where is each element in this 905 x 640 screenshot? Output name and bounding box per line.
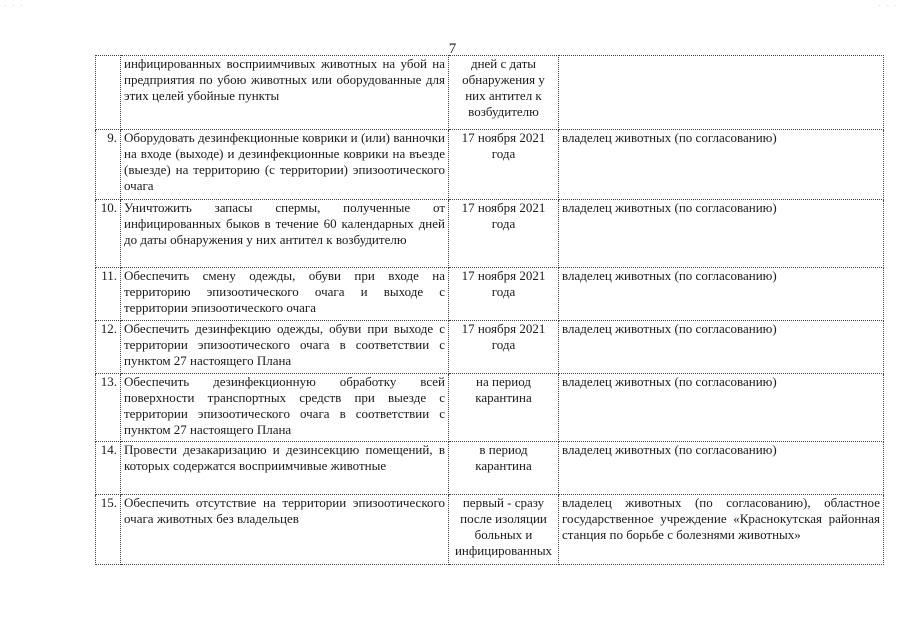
action-cell: Обеспечить дезинфекцию одежды, обуви при выходе с территории эпизоотического очага в соответствии с пунктом 27 настоящего Плана xyxy=(121,321,449,374)
table-row xyxy=(96,374,884,442)
action-cell: Провести дезакаризацию и дезинсекцию помещений, в которых содержатся восприимчивые животные xyxy=(121,442,449,495)
table-row xyxy=(96,200,884,268)
table-row xyxy=(96,268,884,321)
responsible-cell: владелец животных (по согласованию) xyxy=(559,374,884,442)
table-row xyxy=(96,321,884,374)
date-cell: первый - сразу после изоляции больных и инфицированных xyxy=(449,495,559,565)
date-cell: на период карантина xyxy=(449,374,559,442)
action-cell: Оборудовать дезинфекционные коврики и (или) ванночки на входе (выходе) и дезинфекционные коврики на въезде (выезде) на территорию (с территории) эпизоотического очага xyxy=(121,130,449,200)
row-number: 10. xyxy=(96,200,121,268)
action-cell: Уничтожить запасы спермы, полученные от инфицированных быков в течение 60 календарных дней до даты обнаружения у них антител к возбудителю xyxy=(121,200,449,268)
row-number xyxy=(96,56,121,130)
date-cell: 17 ноября 2021 года xyxy=(449,200,559,268)
row-number: 11. xyxy=(96,268,121,321)
date-cell: дней с даты обнаружения у них антител к возбудителю xyxy=(449,56,559,130)
table-row xyxy=(96,56,884,130)
row-number: 9. xyxy=(96,130,121,200)
responsible-cell xyxy=(559,56,884,130)
row-number: 15. xyxy=(96,495,121,565)
responsible-cell: владелец животных (по согласованию) xyxy=(559,268,884,321)
action-cell: Обеспечить смену одежды, обуви при входе на территорию эпизоотического очага и выходе с территории эпизоотического очага xyxy=(121,268,449,321)
scan-mark-left: · · · xyxy=(4,2,25,10)
action-cell: Обеспечить дезинфекционную обработку всей поверхности транспортных средств при выезде с территории эпизоотического очага в соответствии с пунктом 27 настоящего Плана xyxy=(121,374,449,442)
row-number: 12. xyxy=(96,321,121,374)
responsible-cell: владелец животных (по согласованию), областное государственное учреждение «Краснокутская районная станция по борьбе с болезнями животных» xyxy=(559,495,884,565)
date-cell: 17 ноября 2021 года xyxy=(449,321,559,374)
measures-table xyxy=(95,55,884,565)
responsible-cell: владелец животных (по согласованию) xyxy=(559,130,884,200)
row-number: 13. xyxy=(96,374,121,442)
row-number: 14. xyxy=(96,442,121,495)
table-row xyxy=(96,442,884,495)
responsible-cell: владелец животных (по согласованию) xyxy=(559,442,884,495)
table-row xyxy=(96,495,884,565)
action-cell: Обеспечить отсутствие на территории эпизоотического очага животных без владельцев xyxy=(121,495,449,565)
action-cell: инфицированных восприимчивых животных на убой на предприятия по убою животных или оборудованные для этих целей убойные пункты xyxy=(121,56,449,130)
page-number: 7 xyxy=(448,41,457,57)
date-cell: 17 ноября 2021 года xyxy=(449,130,559,200)
responsible-cell: владелец животных (по согласованию) xyxy=(559,200,884,268)
table-row xyxy=(96,130,884,200)
date-cell: 17 ноября 2021 года xyxy=(449,268,559,321)
scan-mark-right: · · · xyxy=(878,2,899,10)
date-cell: в период карантина xyxy=(449,442,559,495)
responsible-cell: владелец животных (по согласованию) xyxy=(559,321,884,374)
